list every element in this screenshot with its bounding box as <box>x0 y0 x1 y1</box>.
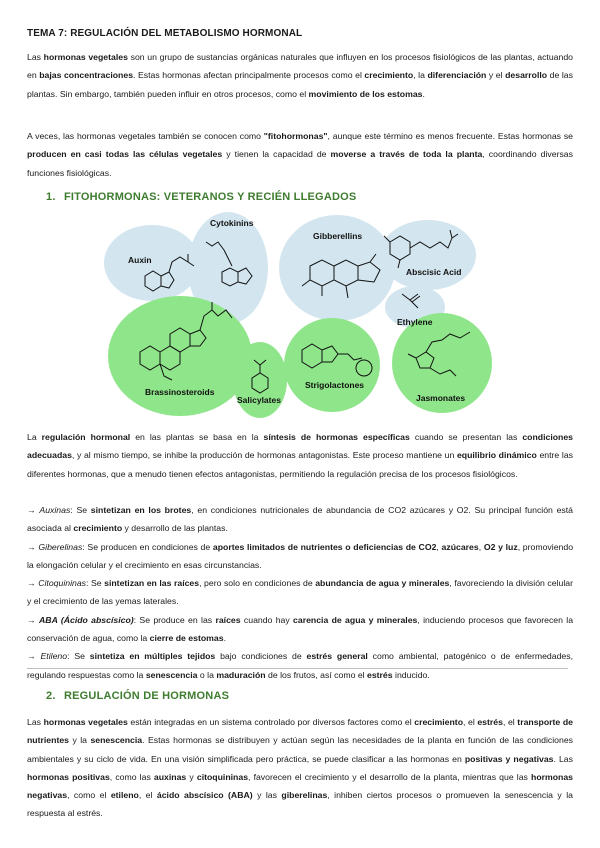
bullet-etileno: → Etileno: Se sintetiza en múltiples tejidos bajo condiciones de estrés general como ambiental, patogénico o de enfermedades, regulando respuestas como la senescencia o la maduración de los frutos, así como el estrés inducido. <box>27 651 574 680</box>
phytohormones-figure <box>100 210 500 425</box>
gibberellins-label: Gibberellins <box>313 231 363 241</box>
page-title: TEMA 7: REGULACIÓN DEL METABOLISMO HORMONAL <box>27 28 303 39</box>
bullet-citoquininas: → Citoquininas: Se sintetizan en las raíces, pero solo en condiciones de abundancia de agua y minerales, favoreciendo la división celular y el crecimiento de las yemas laterales. <box>27 578 573 607</box>
section-1-number: 1. <box>46 191 56 203</box>
strigolactones-label: Strigolactones <box>305 380 365 390</box>
section-1-title: FITOHORMONAS: VETERANOS Y RECIÉN LLEGADOS <box>64 191 357 203</box>
ethylene-label: Ethylene <box>397 317 433 327</box>
section-2-heading <box>46 690 229 702</box>
salicylates-label: Salicylates <box>237 395 281 405</box>
bullet-giberelinas: → Giberelinas: Se producen en condiciones de aportes limitados de nutrientes o deficiencias de CO2, azúcares, O2 y luz, promoviendo la elongación celular y el crecimiento en esas circunstancias. <box>27 541 574 570</box>
section-1-heading <box>46 191 356 203</box>
strigolactones-bubble <box>284 318 380 412</box>
jasmonates-label: Jasmonates <box>416 393 466 403</box>
cytokinins-label: Cytokinins <box>210 218 254 228</box>
section-2-title: REGULACIÓN DE HORMONAS <box>64 690 230 702</box>
auxin-bubble <box>104 225 200 301</box>
brassinosteroids-label: Brassinosteroids <box>145 387 215 397</box>
bullet-auxinas: → Auxinas: Se sintetizan en los brotes, en condiciones nutricionales de abundancia de CO2 azúcares y O2. Su principal función está asociada al crecimiento y desarrollo de las plantas. <box>27 505 574 534</box>
abscisic-acid-bubble <box>380 220 476 290</box>
regulation-paragraph: La regulación hormonal en las plantas se basa en la síntesis de hormonas específicas cuando se presentan las condiciones adecuadas, y al mismo tiempo, se inhibe la producción de hormonas antagonistas. Este proceso mantiene un equilibrio dinámico entre las diferentes hormonas, que a menudo tienen efectos antagonistas, permitiendo la regulación precisa de los procesos fisiológicos. <box>27 432 574 479</box>
section-2-paragraph: Las hormonas vegetales están integradas en un sistema controlado por diversos factores como el crecimiento, el estrés, el transporte de nutrientes y la senescencia. Estas hormonas se distribuyen y actúan según las necesidades de la planta en función de las condiciones ambientales y su ciclo de vida. En una visión simplificada pero práctica, se puede clasificar a las hormonas en positivas y negativas. Las hormonas positivas, como las auxinas y citoquininas, favorecen el crecimiento y el desarrollo de la planta, mientras que las hormonas negativas, como el etileno, el ácido abscísico (ABA) y las giberelinas, inhiben ciertos procesos o promueven la senescencia y la respuesta al estrés. <box>27 717 574 819</box>
bullet-aba: → ABA (Ácido abscísico): Se produce en las raíces cuando hay carencia de agua y minerales, induciendo procesos que favorecen la conservación de agua, como la cierre de estomas. <box>27 614 574 644</box>
salicylates-bubble <box>233 342 287 418</box>
auxin-label: Auxin <box>128 255 152 265</box>
intro-paragraph-1: Las hormonas vegetales son un grupo de sustancias orgánicas naturales que influyen en los procesos fisiológicos de las plantas, actuando en bajas concentraciones. Estas hormonas afectan principalmente procesos como el crecimiento, la diferenciación y el desarrollo de las plantas. Sin embargo, también pueden influir en otros procesos, como el movimiento de los estomas. <box>27 52 574 99</box>
hormone-bullet-list <box>27 501 573 684</box>
abscisic-acid-label: Abscisic Acid <box>406 267 462 277</box>
section-2-number: 2. <box>46 690 56 702</box>
section-divider <box>27 668 568 669</box>
intro-paragraph-2: A veces, las hormonas vegetales también se conocen como "fitohormonas", aunque este término es menos frecuente. Estas hormonas se producen en casi todas las células vegetales y tienen la capacidad de moverse a través de toda la planta, coordinando diversas funciones fisiológicas. <box>27 131 573 178</box>
